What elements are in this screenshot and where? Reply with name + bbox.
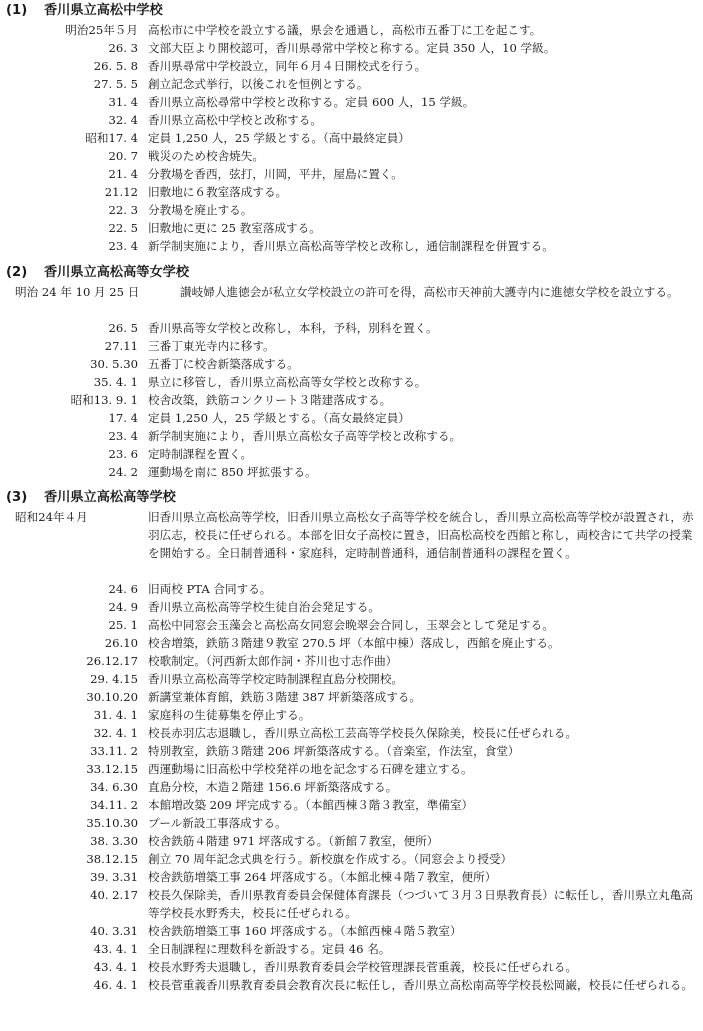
entry-date: 26. 5 — [108, 321, 138, 335]
entry-date: 33.11. 2 — [90, 744, 138, 758]
entry-text: 新講堂兼体育館，鉄筋３階建 387 坪新築落成する。 — [148, 690, 421, 704]
section-number: (2) — [6, 265, 28, 280]
entry-text: 香川県立高松高等学校生徒自治会発足する。 — [148, 600, 380, 614]
entry-date: 17. 4 — [108, 411, 138, 425]
section-title: 香川県立高松中学校 — [44, 3, 163, 18]
entry-date: 29. 4.15 — [90, 672, 138, 686]
entry-text: 高松中同窓会玉藻会と高松高女同窓会晩翠会合同し，玉翠会として発足する。 — [148, 618, 554, 632]
entry-date: 26.12.17 — [86, 654, 138, 668]
entry-date: 31. 4. 1 — [93, 708, 138, 722]
entry-date: 24. 6 — [108, 582, 138, 596]
entry-text: 讃岐婦人進徳会が私立女学校設立の許可を得，高松市天神前大護寺内に進徳女学校を設立する。 — [180, 285, 679, 299]
entry-date: 20. 7 — [108, 149, 138, 163]
entry-text: 高松市に中学校を設立する議，県会を通過し，高松市五番丁に工を起こす。 — [148, 23, 542, 37]
entry-date: 30. 5.30 — [90, 357, 138, 371]
entry-text: 校長水野秀夫退職し，香川県教育委員会学校管理課長菅重義，校長に任ぜられる。 — [148, 960, 577, 974]
entry-text: 定員 1,250 人，25 学級とする。（高女最終定員） — [148, 411, 410, 425]
entry-date: 27.11 — [104, 339, 138, 353]
entry-text: 新学制実施により，香川県立高松高等学校と改称し，通信制課程を併置する。 — [148, 239, 554, 253]
entry-date: 24. 9 — [108, 600, 138, 614]
entry-text: 旧両校 PTA 合同する。 — [148, 582, 272, 596]
entry-date: 43. 4. 1 — [93, 960, 138, 974]
entry-text: 直島分校，木造２階建 156.6 坪新築落成する。 — [148, 780, 398, 794]
entry-date: 21.12 — [104, 185, 138, 199]
entry-text: 全日制課程に理数科を新設する。定員 46 名。 — [148, 942, 391, 956]
entry-date: 34. 6.30 — [90, 780, 138, 794]
entry-text: 校長久保除美，香川県教育委員会保健体育課長（つづいて３月３日県教育長）に転任し，香川県立丸亀高等学校長水野秀夫，校長に任ぜられる。 — [148, 888, 693, 920]
entry-text: 校舎鉄筋増築工事 264 坪落成する。（本館北棟４階７教室，便所） — [148, 870, 497, 884]
section-number: (3) — [6, 490, 28, 505]
entry-date: 39. 3.31 — [90, 870, 138, 884]
entry-date: 23. 4 — [108, 429, 138, 443]
entry-text: 創立 70 周年記念式典を行う。新校旗を作成する。（同窓会より授受） — [148, 852, 513, 866]
entry-text: 三番丁東光寺内に移す。 — [148, 339, 275, 353]
entry-text: 校舎鉄筋増築工事 160 坪落成する。（本館西棟４階５教室） — [148, 924, 462, 938]
entry-date: 32. 4 — [108, 113, 138, 127]
section-title: 香川県立高松高等学校 — [44, 490, 176, 505]
section-number: (1) — [6, 3, 28, 18]
entry-text: 香川県尋常中学校設立，同年６月４日開校式を行う。 — [148, 59, 427, 73]
section-heading — [6, 1, 163, 21]
entry-text: 校舎増築，鉄筋３階建９教室 270.5 坪（本館中棟）落成し，西館を廃止する。 — [148, 636, 560, 650]
entry-date: 26. 3 — [108, 41, 138, 55]
entry-date: 40. 3.31 — [90, 924, 138, 938]
entry-text: 校舎鉄筋４階建 971 坪落成する。（新館７教室，便所） — [148, 834, 439, 848]
entry-text: 県立に移管し，香川県立高松高等女学校と改称する。 — [148, 375, 427, 389]
entry-date: 31. 4 — [108, 95, 138, 109]
entry-text: 運動場を南に 850 坪拡張する。 — [148, 465, 317, 479]
entry-text: 校舎改築，鉄筋コンクリート３階建落成する。 — [148, 393, 392, 407]
entry-date: 33.12.15 — [86, 762, 138, 776]
entry-text: 分教場を廃止する。 — [148, 203, 253, 217]
entry-text: 香川県立高松尋常中学校と改称する。定員 600 人，15 学級。 — [148, 95, 475, 109]
entry-text: 定時制課程を置く。 — [148, 447, 253, 461]
entry-date: 明治25年５月 — [65, 23, 138, 37]
entry-text: 旧香川県立高松高等学校，旧香川県立高松女子高等学校を統合し，香川県立高松高等学校が設置され，赤羽広志，校長に任ぜられる。本部を旧女子高校に置き，旧高松高校を西館と称し，両校舎にて共学の授業を開始する。全日制普通科・家庭科，定時制普通科，通信制普通科の課程を置く。 — [148, 510, 694, 560]
entry-date: 23. 6 — [108, 447, 138, 461]
entry-text: 香川県高等女学校と改称し，本科，予科，別科を置く。 — [148, 321, 438, 335]
entry-date: 昭和24年４月 — [15, 510, 88, 524]
entry-date: 25. 1 — [108, 618, 138, 632]
entry-date: 30.10.20 — [86, 690, 138, 704]
entry-text: 家庭科の生徒募集を停止する。 — [148, 708, 311, 722]
entry-text: 校長菅重義香川県教育委員会教育次長に転任し，香川県立高松南高等学校長松岡巌，校長に任ぜられる。 — [148, 978, 693, 992]
entry-date: 35.10.30 — [86, 816, 138, 830]
entry-text: 香川県立高松中学校と改称する。 — [148, 113, 322, 127]
entry-date: 26. 5. 8 — [93, 59, 138, 73]
entry-text: 校長赤羽広志退職し，香川県立高松工芸高等学校長久保除美，校長に任ぜられる。 — [148, 726, 577, 740]
entry-text: 創立記念式挙行，以後これを恒例とする。 — [148, 77, 369, 91]
entry-date: 24. 2 — [108, 465, 138, 479]
entry-date: 23. 4 — [108, 239, 138, 253]
entry-date: 21. 4 — [108, 167, 138, 181]
entry-text: 分教場を香西，弦打，川岡，平井，屋島に置く。 — [148, 167, 403, 181]
entry-date: 43. 4. 1 — [93, 942, 138, 956]
entry-date: 明治 24 年 10 月 25 日 — [15, 285, 140, 299]
entry-text: 香川県立高松高等学校定時制課程直島分校開校。 — [148, 672, 404, 686]
entry-date: 46. 4. 1 — [93, 978, 138, 992]
entry-text: 文部大臣より開校認可，香川県尋常中学校と称する。定員 350 人，10 学級。 — [148, 41, 556, 55]
entry-text: 校歌制定。（河西新太郎作詞・芥川也寸志作曲） — [148, 654, 398, 668]
entry-date: 昭和17. 4 — [85, 131, 138, 145]
entry-text: プール新設工事落成する。 — [148, 816, 287, 830]
entry-text: 新学制実施により，香川県立高松女子高等学校と改称する。 — [148, 429, 462, 443]
entry-text: 戦災のため校舎焼失。 — [148, 149, 264, 163]
entry-date: 22. 3 — [108, 203, 138, 217]
entry-text: 五番丁に校舎新築落成する。 — [148, 357, 299, 371]
entry-text: 特別教室，鉄筋３階建 206 坪新築落成する。（音楽室，作法室，食堂） — [148, 744, 520, 758]
entry-text: 西運動場に旧高松中学校発祥の地を記念する石碑を建立する。 — [148, 762, 473, 776]
section-heading — [6, 488, 176, 508]
entry-text: 本館増改築 209 坪完成する。（本館西棟３階３教室，準備室） — [148, 798, 474, 812]
entry-date: 38.12.15 — [86, 852, 138, 866]
entry-date: 27. 5. 5 — [93, 77, 138, 91]
entry-text: 定員 1,250 人，25 学級とする。（高中最終定員） — [148, 131, 410, 145]
section-heading — [6, 263, 189, 283]
entry-date: 34.11. 2 — [90, 798, 138, 812]
entry-date: 40. 2.17 — [90, 888, 138, 902]
entry-text: 旧敷地に６教室落成する。 — [148, 185, 288, 199]
entry-date: 32. 4. 1 — [93, 726, 138, 740]
entry-date: 昭和13. 9. 1 — [70, 393, 138, 407]
entry-date: 35. 4. 1 — [93, 375, 138, 389]
entry-date: 22. 5 — [108, 221, 138, 235]
entry-text: 旧敷地に更に 25 教室落成する。 — [148, 221, 321, 235]
entry-date: 38. 3.30 — [90, 834, 138, 848]
section-title: 香川県立高松高等女学校 — [44, 265, 190, 280]
entry-date: 26.10 — [104, 636, 138, 650]
